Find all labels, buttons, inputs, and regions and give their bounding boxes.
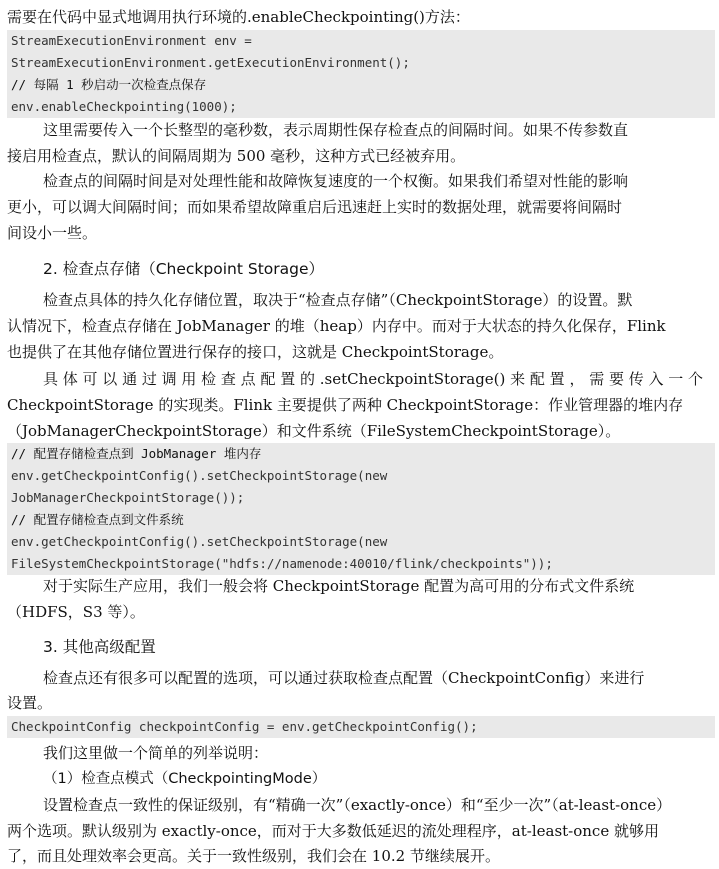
code-line: env.getCheckpointConfig().setCheckpointStorage(new	[11, 468, 388, 483]
code-line: FileSystemCheckpointStorage("hdfs://namenode:40010/flink/checkpoints"));	[11, 556, 553, 571]
paragraph-line: 两个选项。默认级别为 exactly-once，而对于大多数低延迟的流处理程序，at-least-once 就够用	[7, 822, 659, 840]
paragraph-line: 我们这里做一个简单的列举说明：	[43, 744, 269, 762]
code-comment: // 每隔 1 秒启动一次检查点保存	[11, 77, 207, 92]
code-block-checkpoint-storage	[7, 443, 715, 575]
subsection-heading-checkpointing-mode: （1）检查点模式（CheckpointingMode）	[43, 771, 327, 787]
code-line: StreamExecutionEnvironment.getExecutionEnvironment();	[11, 55, 410, 70]
code-line: StreamExecutionEnvironment env =	[11, 33, 252, 48]
paragraph-line: 具 体 可 以 通 过 调 用 检 查 点 配 置 的 .setCheckpointStorage() 来 配 置 ， 需 要 传 入 一 个	[43, 370, 704, 388]
paragraph-line: 设置检查点一致性的保证级别，有“精确一次”（exactly-once）和“至少一次”（at-least-once）	[43, 796, 672, 814]
paragraph-line: CheckpointStorage 的实现类。Flink 主要提供了两种 CheckpointStorage：作业管理器的堆内存	[7, 396, 684, 414]
paragraph-line: 也提供了在其他存储位置进行保存的接口，这就是 CheckpointStorage。	[7, 343, 504, 361]
section-heading-checkpoint-storage: 2. 检查点存储（Checkpoint Storage）	[43, 260, 324, 278]
code-line: CheckpointConfig checkpointConfig = env.getCheckpointConfig();	[11, 719, 478, 734]
paragraph-line: 认情况下，检查点存储在 JobManager 的堆（heap）内存中。而对于大状态的持久化保存，Flink	[7, 317, 666, 335]
paragraph-line: 检查点还有很多可以配置的选项，可以通过获取检查点配置（CheckpointConfig）来进行	[43, 669, 645, 687]
paragraph-line: 检查点的间隔时间是对处理性能和故障恢复速度的一个权衡。如果我们希望对性能的影响	[43, 172, 629, 190]
code-line: env.enableCheckpointing(1000);	[11, 99, 237, 114]
paragraph-line: 了，而且处理效率会更高。关于一致性级别，我们会在 10.2 节继续展开。	[7, 847, 500, 865]
paragraph-line: （HDFS，S3 等）。	[7, 603, 145, 621]
paragraph-line: 检查点具体的持久化存储位置，取决于“检查点存储”（CheckpointStorage）的设置。默	[43, 291, 633, 309]
paragraph-line: （JobManagerCheckpointStorage）和文件系统（FileSystemCheckpointStorage）。	[7, 422, 621, 440]
code-block-enable-checkpointing	[7, 30, 715, 118]
paragraph-line: 更小，可以调大间隔时间；而如果希望故障重启后迅速赶上实时的数据处理，就需要将间隔时	[7, 198, 623, 216]
paragraph-line: 对于实际生产应用，我们一般会将 CheckpointStorage 配置为高可用的分布式文件系统	[43, 577, 635, 595]
code-comment: // 配置存储检查点到文件系统	[11, 512, 184, 527]
paragraph-line: 接启用检查点，默认的间隔周期为 500 毫秒，这种方式已经被弃用。	[7, 147, 466, 165]
code-comment: // 配置存储检查点到 JobManager 堆内存	[11, 446, 262, 461]
section-heading-advanced-config: 3. 其他高级配置	[43, 638, 156, 656]
code-line: JobManagerCheckpointStorage());	[11, 490, 245, 505]
paragraph-line: 需要在代码中显式地调用执行环境的.enableCheckpointing()方法：	[7, 8, 470, 26]
paragraph-line: 这里需要传入一个长整型的毫秒数，表示周期性保存检查点的间隔时间。如果不传参数直	[43, 121, 629, 139]
code-line: env.getCheckpointConfig().setCheckpointStorage(new	[11, 534, 388, 549]
paragraph-line: 间设小一些。	[7, 224, 98, 242]
paragraph-line: 设置。	[7, 694, 53, 712]
code-block-checkpoint-config	[7, 716, 715, 738]
